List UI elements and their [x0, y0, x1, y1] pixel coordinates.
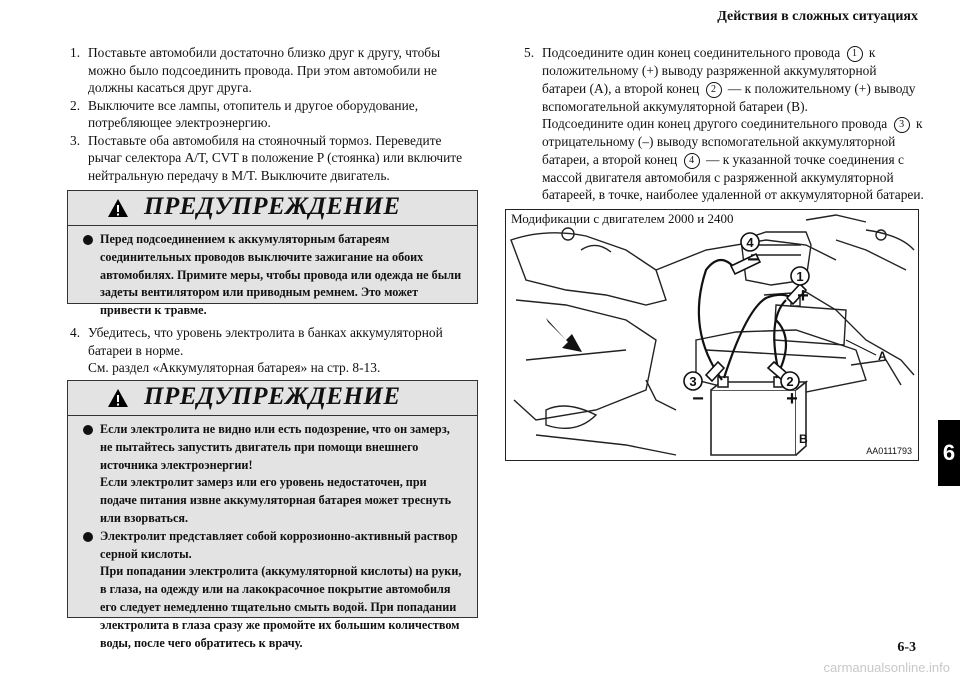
step-3: 3. Поставьте оба автомобиля на стояночный тормоз. Переведите рычаг селектора A/T, CVT в положение P (стоянка) или включите нейтральную передачу в M/T. Выключите двигатель. [70, 132, 463, 183]
warning-triangle-icon [107, 198, 129, 218]
left-column [70, 44, 475, 184]
warning-box-2 [67, 380, 478, 650]
minus-sign-bottom: − [692, 388, 704, 410]
circled-number-1: 1 [847, 46, 863, 62]
jump-start-illustration [505, 209, 919, 461]
step-5: 5. Подсоедините один конец соединительного провода 1 к положительному (+) выводу разряженной аккумуляторной батареи (A), а второй конец 2 — к положительному (+) выводу вспомогательной аккумуляторной батареи (B). Подсоедините один конец другого соединительного провода 3 к отрицательному (–) выводу вспомогательной аккумуляторной батареи, а второй конец 4 — к указанной точке соединения с массой двигателя автомобиля с разряженной аккумуляторной батареей, в точке, наиболее удаленной от аккумуляторной батареи. [524, 45, 924, 202]
callout-4: 4 [746, 235, 754, 250]
ground-point-arrow-icon [546, 318, 582, 352]
step-2: 2. Выключите все лампы, отопитель и другое оборудование, потребляющее электроэнергию. [70, 97, 419, 130]
warning-body [68, 226, 477, 326]
warning-bullet: Электролит представляет собой коррозионно-активный раствор серной кислоты. При попадании электролита (аккумуляторной кислоты) на руки, в глаза, на одежду или на лакокрасочное покрытие автомобиля его следует немедленно тщательно смыть водой. При попадании электролита в глаза сразу же промойте их большим количеством воды, после чего обратитесь к врачу. [80, 528, 463, 653]
step-1: 1. Поставьте автомобили достаточно близко друг к другу, чтобы можно было подсоединить провода. При этом автомобили не должны касаться друг друга. [70, 45, 441, 95]
circled-number-3: 3 [894, 117, 910, 133]
watermark: carmanualsonline.info [823, 660, 950, 675]
callout-3: 3 [689, 374, 697, 389]
warning-header [68, 381, 477, 416]
figure-code: AA0111793 [866, 446, 912, 456]
chapter-tab: 6 [938, 420, 960, 486]
warning-bullet: Если электролита не видно или есть подозрение, что он замерз, не пытайтесь запустить двигатель при помощи внешнего источника электроэнергии! Если электролит замерз или его уровень недостаточен, при подаче питания извне аккумуляторная батарея может треснуть или взорваться. [80, 421, 463, 528]
step-5-paragraph-2: Подсоедините один конец другого соединительного провода 3 к отрицательному (–) выводу вспомогательной аккумуляторной батареи, а второй конец 4 — к указанной точке соединения с массой двигателя автомобиля с разряженной аккумуляторной батареей, в точке, наиболее удаленной от аккумуляторной батареи. [542, 116, 924, 202]
warning-title: ПРЕДУПРЕЖДЕНИЕ [144, 193, 401, 220]
engine-bay-drawing [506, 210, 918, 460]
callout-1: 1 [796, 269, 804, 284]
battery-b-label: B [799, 432, 808, 446]
figure-caption: Модификации с двигателем 2000 и 2400 [511, 211, 736, 227]
callout-2: 2 [786, 374, 794, 389]
page-header-title: Действия в сложных ситуациях [717, 9, 918, 24]
step-text: Поставьте оба автомобиля на стояночный тормоз. Переведите рычаг селектора A/T, CVT в положение P (стоянка) или включите нейтральную передачу в M/T. Выключите двигатель. [88, 132, 463, 183]
battery-a-label: A [878, 349, 887, 363]
step-4-line-2: См. раздел «Аккумуляторная батарея» на стр. 8-13. [88, 360, 381, 375]
bullet-dot-icon [83, 532, 93, 542]
plus-sign-top: + [797, 285, 809, 307]
warning-header [68, 191, 477, 226]
bullet-dot-icon [83, 235, 93, 245]
step-text: Выключите все лампы, отопитель и другое оборудование, потребляющее электроэнергию. [88, 97, 419, 130]
plus-sign-bottom: + [786, 388, 798, 410]
circled-number-4: 4 [684, 153, 700, 169]
minus-sign-top: − [747, 249, 759, 271]
page-number: 6-3 [897, 640, 916, 655]
step-5-paragraph-1: Подсоедините один конец соединительного провода 1 к положительному (+) выводу разряженной аккумуляторной батареи (A), а второй конец 2 — к положительному (+) выводу вспомогательной аккумуляторной батареи (B). [542, 45, 916, 114]
warning-bullet: Перед подсоединением к аккумуляторным батареям соединительных проводов выключите зажигание на обоих автомобилях. Примите меры, чтобы провода или одежда не были задеты вентилятором или приводным ремнем. Это может привести к травме. [80, 231, 463, 320]
step-4: 4. Убедитесь, что уровень электролита в банках аккумуляторной батареи в норме. См. раздел «Аккумуляторная батарея» на стр. 8-13. [70, 324, 480, 377]
warning-triangle-icon [107, 388, 129, 408]
step-text: Поставьте автомобили достаточно близко друг к другу, чтобы можно было подсоединить провода. При этом автомобили не должны касаться друг друга. [88, 45, 441, 95]
bullet-dot-icon [83, 425, 93, 435]
warning-body [68, 416, 477, 658]
circled-number-2: 2 [706, 82, 722, 98]
warning-box-1 [67, 190, 478, 318]
steps-list [70, 44, 475, 184]
warning-title: ПРЕДУПРЕЖДЕНИЕ [144, 383, 401, 410]
step-4-line-1: Убедитесь, что уровень электролита в банках аккумуляторной батареи в норме. [88, 325, 443, 358]
